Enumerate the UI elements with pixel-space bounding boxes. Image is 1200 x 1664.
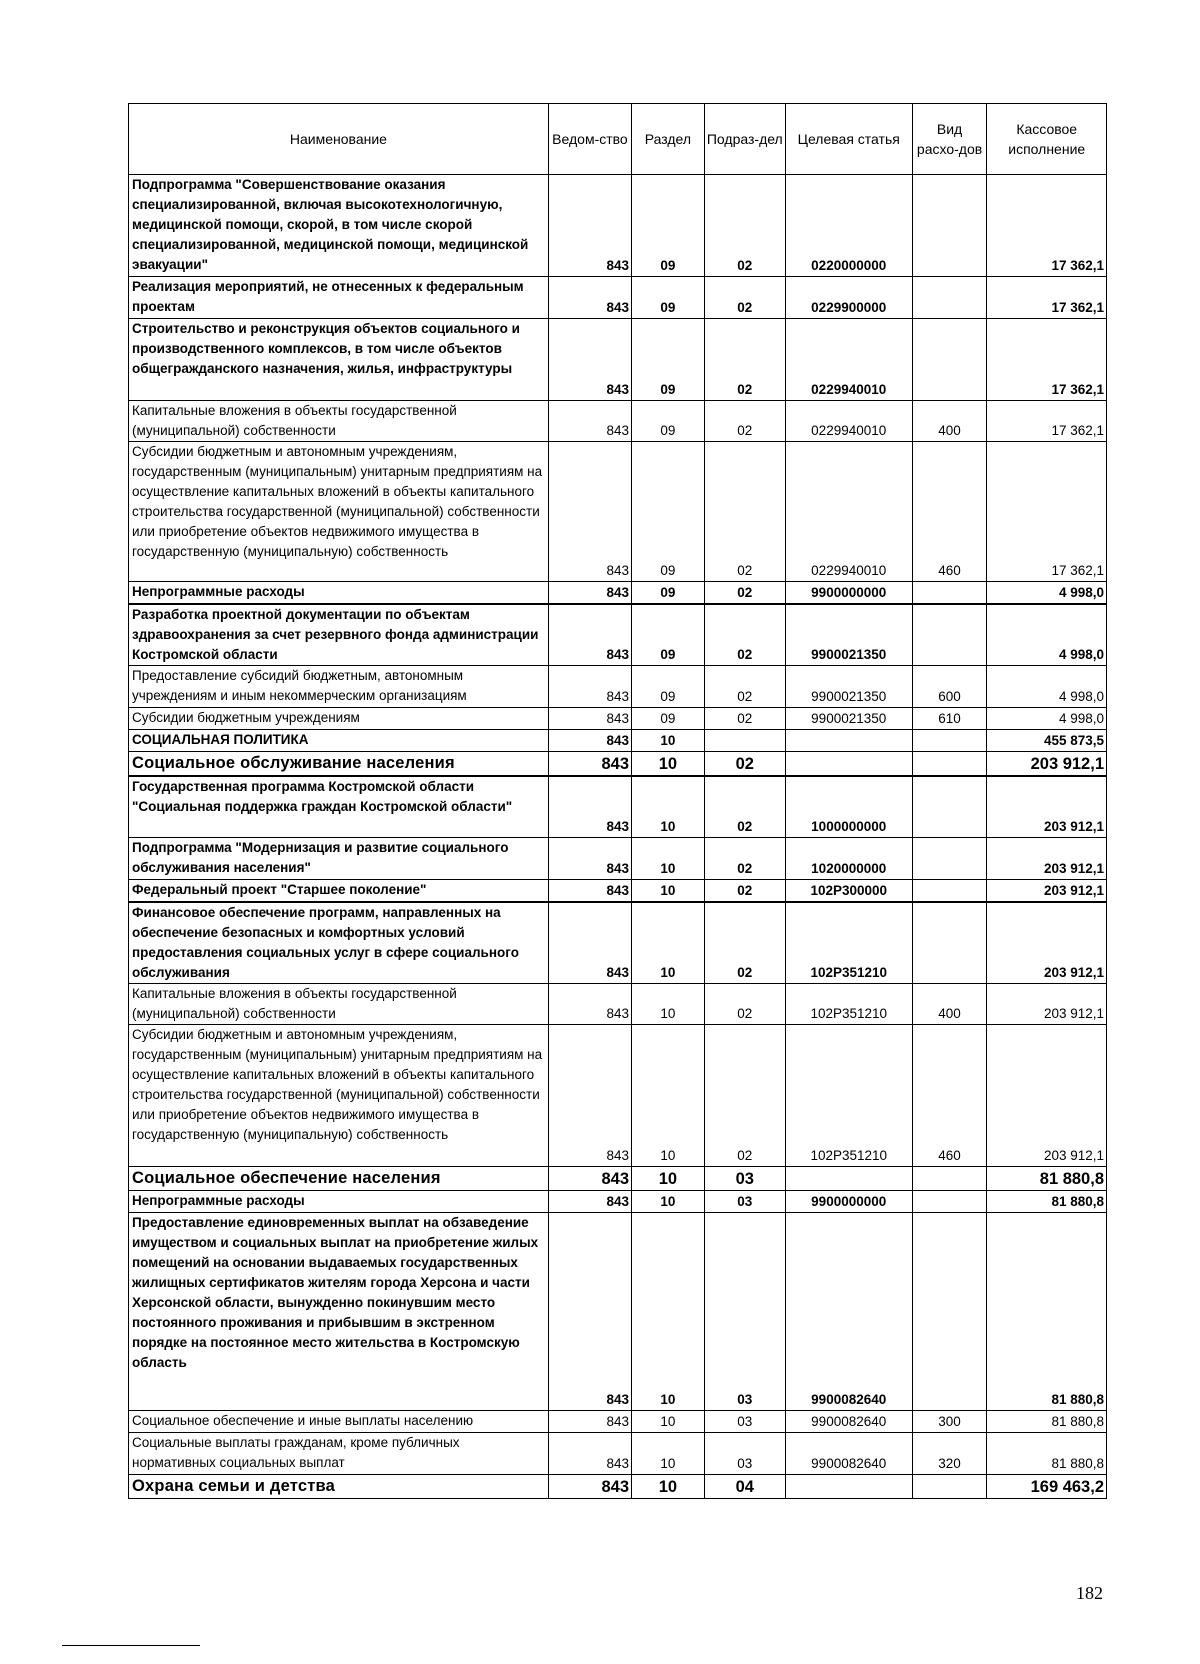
row-razdel-cell: 10	[632, 1213, 705, 1411]
row-celevaya-cell	[785, 730, 912, 752]
table-row	[129, 984, 1107, 1025]
header-kassovoe-ispolnenie: Кассовое исполнение	[987, 104, 1107, 175]
row-name-cell: Реализация мероприятий, не отнесенных к федеральным проектам	[129, 277, 549, 319]
header-podrazdel: Подраз-дел	[704, 104, 785, 175]
table-body	[129, 175, 1107, 1499]
budget-table	[128, 103, 1107, 1499]
row-vid-cell	[912, 319, 987, 401]
row-vid-cell	[912, 730, 987, 752]
row-sum-cell: 81 880,8	[987, 1167, 1107, 1191]
row-name-cell: Предоставление субсидий бюджетным, автономным учреждениям и иным некоммерческим организациям	[129, 666, 549, 708]
row-celevaya-cell	[785, 752, 912, 776]
row-name-cell: Социальное обслуживание населения	[129, 752, 549, 776]
row-podrazdel-cell: 02	[704, 582, 785, 604]
table-row	[129, 1167, 1107, 1191]
row-vedomstvo-cell: 843	[548, 604, 631, 666]
row-podrazdel-cell: 02	[704, 838, 785, 880]
row-vid-cell	[912, 902, 987, 984]
row-razdel-cell: 09	[632, 666, 705, 708]
row-podrazdel-cell: 04	[704, 1475, 785, 1499]
row-celevaya-cell: 0229940010	[785, 319, 912, 401]
row-podrazdel-cell: 02	[704, 708, 785, 730]
row-celevaya-cell: 1020000000	[785, 838, 912, 880]
row-celevaya-cell: 0229900000	[785, 277, 912, 319]
row-vid-cell: 460	[912, 1025, 987, 1167]
row-razdel-cell: 10	[632, 1191, 705, 1213]
row-razdel-cell: 10	[632, 1167, 705, 1191]
row-sum-cell: 203 912,1	[987, 984, 1107, 1025]
row-podrazdel-cell: 03	[704, 1433, 785, 1475]
row-vedomstvo-cell: 843	[548, 1025, 631, 1167]
row-podrazdel-cell: 02	[704, 984, 785, 1025]
row-celevaya-cell: 9900000000	[785, 1191, 912, 1213]
row-sum-cell: 4 998,0	[987, 666, 1107, 708]
row-podrazdel-cell: 03	[704, 1191, 785, 1213]
row-razdel-cell: 10	[632, 752, 705, 776]
row-sum-cell: 203 912,1	[987, 776, 1107, 838]
row-razdel-cell: 09	[632, 582, 705, 604]
row-name-cell: Государственная программа Костромской области "Социальная поддержка граждан Костромской области"	[129, 776, 549, 838]
row-name-cell: Капитальные вложения в объекты государственной (муниципальной) собственности	[129, 401, 549, 442]
row-razdel-cell: 10	[632, 902, 705, 984]
row-vid-cell	[912, 1167, 987, 1191]
table-row	[129, 708, 1107, 730]
table-row	[129, 1213, 1107, 1411]
row-vid-cell	[912, 1213, 987, 1411]
row-podrazdel-cell: 03	[704, 1213, 785, 1411]
row-razdel-cell: 09	[632, 442, 705, 582]
row-podrazdel-cell: 02	[704, 604, 785, 666]
row-vedomstvo-cell: 843	[548, 708, 631, 730]
row-podrazdel-cell: 03	[704, 1167, 785, 1191]
row-vid-cell	[912, 1475, 987, 1499]
row-sum-cell: 17 362,1	[987, 175, 1107, 277]
row-razdel-cell: 10	[632, 1025, 705, 1167]
row-celevaya-cell: 0229940010	[785, 401, 912, 442]
page-number: 182	[1076, 1583, 1103, 1603]
header-name: Наименование	[129, 104, 549, 175]
footnote-divider	[62, 1645, 200, 1646]
row-vid-cell: 400	[912, 401, 987, 442]
header-razdel: Раздел	[632, 104, 705, 175]
table-row	[129, 776, 1107, 838]
row-celevaya-cell: 102P300000	[785, 880, 912, 902]
row-sum-cell: 81 880,8	[987, 1213, 1107, 1411]
row-vedomstvo-cell: 843	[548, 401, 631, 442]
row-podrazdel-cell: 02	[704, 442, 785, 582]
table-row	[129, 1475, 1107, 1499]
row-name-cell: Охрана семьи и детства	[129, 1475, 549, 1499]
row-vid-cell	[912, 582, 987, 604]
table-row	[129, 582, 1107, 604]
row-vedomstvo-cell: 843	[548, 1411, 631, 1433]
row-name-cell: Социальное обеспечение населения	[129, 1167, 549, 1191]
row-sum-cell: 17 362,1	[987, 442, 1107, 582]
row-celevaya-cell: 102P351210	[785, 1025, 912, 1167]
row-vedomstvo-cell: 843	[548, 752, 631, 776]
row-vedomstvo-cell: 843	[548, 1475, 631, 1499]
row-vedomstvo-cell: 843	[548, 838, 631, 880]
row-name-cell: Непрограммные расходы	[129, 582, 549, 604]
row-name-cell: Федеральный проект "Старшее поколение"	[129, 880, 549, 902]
row-vedomstvo-cell: 843	[548, 1167, 631, 1191]
row-celevaya-cell: 0220000000	[785, 175, 912, 277]
row-vedomstvo-cell: 843	[548, 582, 631, 604]
row-vedomstvo-cell: 843	[548, 277, 631, 319]
row-name-cell: СОЦИАЛЬНАЯ ПОЛИТИКА	[129, 730, 549, 752]
row-vedomstvo-cell: 843	[548, 175, 631, 277]
row-sum-cell: 203 912,1	[987, 838, 1107, 880]
row-razdel-cell: 09	[632, 401, 705, 442]
row-celevaya-cell: 102P351210	[785, 984, 912, 1025]
table-row	[129, 1025, 1107, 1167]
row-razdel-cell: 10	[632, 1475, 705, 1499]
row-name-cell: Разработка проектной документации по объектам здравоохранения за счет резервного фонда администрации Костромской области	[129, 604, 549, 666]
row-vedomstvo-cell: 843	[548, 1433, 631, 1475]
row-podrazdel-cell: 03	[704, 1411, 785, 1433]
row-sum-cell: 203 912,1	[987, 902, 1107, 984]
table-row	[129, 1411, 1107, 1433]
row-vid-cell	[912, 1191, 987, 1213]
row-celevaya-cell: 102P351210	[785, 902, 912, 984]
row-podrazdel-cell: 02	[704, 902, 785, 984]
row-podrazdel-cell: 02	[704, 1025, 785, 1167]
row-sum-cell: 203 912,1	[987, 1025, 1107, 1167]
table-row	[129, 1433, 1107, 1475]
table-row	[129, 401, 1107, 442]
table-row	[129, 730, 1107, 752]
row-vid-cell	[912, 752, 987, 776]
row-podrazdel-cell: 02	[704, 776, 785, 838]
row-vedomstvo-cell: 843	[548, 902, 631, 984]
row-vedomstvo-cell: 843	[548, 1191, 631, 1213]
row-podrazdel-cell: 02	[704, 880, 785, 902]
table-row	[129, 902, 1107, 984]
row-celevaya-cell: 9900021350	[785, 604, 912, 666]
row-podrazdel-cell: 02	[704, 401, 785, 442]
row-vedomstvo-cell: 843	[548, 442, 631, 582]
row-sum-cell: 81 880,8	[987, 1433, 1107, 1475]
row-name-cell: Капитальные вложения в объекты государственной (муниципальной) собственности	[129, 984, 549, 1025]
table-row	[129, 175, 1107, 277]
header-vedomstvo: Ведом-ство	[548, 104, 631, 175]
row-vedomstvo-cell: 843	[548, 730, 631, 752]
row-sum-cell: 81 880,8	[987, 1191, 1107, 1213]
row-podrazdel-cell: 02	[704, 175, 785, 277]
row-razdel-cell: 10	[632, 1411, 705, 1433]
row-razdel-cell: 10	[632, 730, 705, 752]
row-razdel-cell: 09	[632, 175, 705, 277]
row-name-cell: Субсидии бюджетным учреждениям	[129, 708, 549, 730]
row-name-cell: Социальное обеспечение и иные выплаты населению	[129, 1411, 549, 1433]
row-razdel-cell: 09	[632, 277, 705, 319]
table-row	[129, 880, 1107, 902]
table-row	[129, 277, 1107, 319]
row-celevaya-cell: 9900082640	[785, 1213, 912, 1411]
row-name-cell: Подпрограмма "Модернизация и развитие социального обслуживания населения"	[129, 838, 549, 880]
row-vid-cell	[912, 880, 987, 902]
row-sum-cell: 203 912,1	[987, 752, 1107, 776]
table-row	[129, 838, 1107, 880]
row-razdel-cell: 10	[632, 984, 705, 1025]
row-sum-cell: 17 362,1	[987, 277, 1107, 319]
row-name-cell: Социальные выплаты гражданам, кроме публичных нормативных социальных выплат	[129, 1433, 549, 1475]
table-row	[129, 1191, 1107, 1213]
row-vedomstvo-cell: 843	[548, 776, 631, 838]
header-celevaya-statya: Целевая статья	[785, 104, 912, 175]
row-razdel-cell: 10	[632, 1433, 705, 1475]
row-razdel-cell: 10	[632, 776, 705, 838]
row-vid-cell	[912, 776, 987, 838]
row-podrazdel-cell: 02	[704, 752, 785, 776]
row-vid-cell: 610	[912, 708, 987, 730]
row-vedomstvo-cell: 843	[548, 1213, 631, 1411]
row-name-cell: Подпрограмма "Совершенствование оказания специализированной, включая высокотехнологичную, медицинской помощи, скорой, в том числе скорой специализированной, медицинской помощи, медицинской эвакуации"	[129, 175, 549, 277]
row-name-cell: Субсидии бюджетным и автономным учреждениям, государственным (муниципальным) унитарным предприятиям на осуществление капитальных вложений в объекты капитального строительства государственной (муниципальной) собственности или приобретение объектов недвижимого имущества в государственную (муниципальную) собственность	[129, 1025, 549, 1167]
row-name-cell: Строительство и реконструкция объектов социального и производственного комплексов, в том числе объектов общегражданского назначения, жилья, инфраструктуры	[129, 319, 549, 401]
row-sum-cell: 4 998,0	[987, 582, 1107, 604]
row-name-cell: Финансовое обеспечение программ, направленных на обеспечение безопасных и комфортных условий предоставления социальных услуг в сфере социального обслуживания	[129, 902, 549, 984]
row-celevaya-cell: 9900021350	[785, 666, 912, 708]
row-vedomstvo-cell: 843	[548, 319, 631, 401]
row-vid-cell: 300	[912, 1411, 987, 1433]
row-vid-cell: 320	[912, 1433, 987, 1475]
row-podrazdel-cell: 02	[704, 277, 785, 319]
row-vedomstvo-cell: 843	[548, 666, 631, 708]
row-vedomstvo-cell: 843	[548, 984, 631, 1025]
row-vid-cell	[912, 838, 987, 880]
row-sum-cell: 17 362,1	[987, 401, 1107, 442]
row-celevaya-cell: 9900082640	[785, 1411, 912, 1433]
table-row	[129, 666, 1107, 708]
row-celevaya-cell: 1000000000	[785, 776, 912, 838]
row-name-cell: Субсидии бюджетным и автономным учреждениям, государственным (муниципальным) унитарным предприятиям на осуществление капитальных вложений в объекты капитального строительства государственной (муниципальной) собственности или приобретение объектов недвижимого имущества в государственную (муниципальную) собственность	[129, 442, 549, 582]
table-row	[129, 604, 1107, 666]
row-celevaya-cell	[785, 1475, 912, 1499]
row-vid-cell: 400	[912, 984, 987, 1025]
row-celevaya-cell: 9900082640	[785, 1433, 912, 1475]
row-vid-cell: 600	[912, 666, 987, 708]
table-row	[129, 442, 1107, 582]
row-podrazdel-cell: 02	[704, 319, 785, 401]
row-name-cell: Предоставление единовременных выплат на обзаведение имуществом и социальных выплат на приобретение жилых помещений на основании выдаваемых государственных жилищных сертификатов жителям города Херсона и части Херсонской области, вынужденно покинувшим место постоянного проживания и прибывшим в экстренном порядке на постоянное место жительства в Костромскую область	[129, 1213, 549, 1411]
row-celevaya-cell: 9900021350	[785, 708, 912, 730]
row-razdel-cell: 10	[632, 838, 705, 880]
table-row	[129, 319, 1107, 401]
row-razdel-cell: 09	[632, 604, 705, 666]
row-razdel-cell: 09	[632, 708, 705, 730]
row-sum-cell: 17 362,1	[987, 319, 1107, 401]
row-celevaya-cell: 9900000000	[785, 582, 912, 604]
row-sum-cell: 203 912,1	[987, 880, 1107, 902]
row-sum-cell: 4 998,0	[987, 604, 1107, 666]
row-vid-cell	[912, 604, 987, 666]
row-razdel-cell: 09	[632, 319, 705, 401]
row-sum-cell: 169 463,2	[987, 1475, 1107, 1499]
row-celevaya-cell	[785, 1167, 912, 1191]
row-sum-cell: 455 873,5	[987, 730, 1107, 752]
row-sum-cell: 4 998,0	[987, 708, 1107, 730]
table-row	[129, 752, 1107, 776]
row-vid-cell	[912, 277, 987, 319]
table-header	[129, 104, 1107, 175]
row-vid-cell	[912, 175, 987, 277]
row-podrazdel-cell: 02	[704, 666, 785, 708]
row-podrazdel-cell	[704, 730, 785, 752]
row-vedomstvo-cell: 843	[548, 880, 631, 902]
row-razdel-cell: 10	[632, 880, 705, 902]
row-vid-cell: 460	[912, 442, 987, 582]
row-sum-cell: 81 880,8	[987, 1411, 1107, 1433]
row-name-cell: Непрограммные расходы	[129, 1191, 549, 1213]
row-celevaya-cell: 0229940010	[785, 442, 912, 582]
header-vid-rashodov: Вид расхо-дов	[912, 104, 987, 175]
